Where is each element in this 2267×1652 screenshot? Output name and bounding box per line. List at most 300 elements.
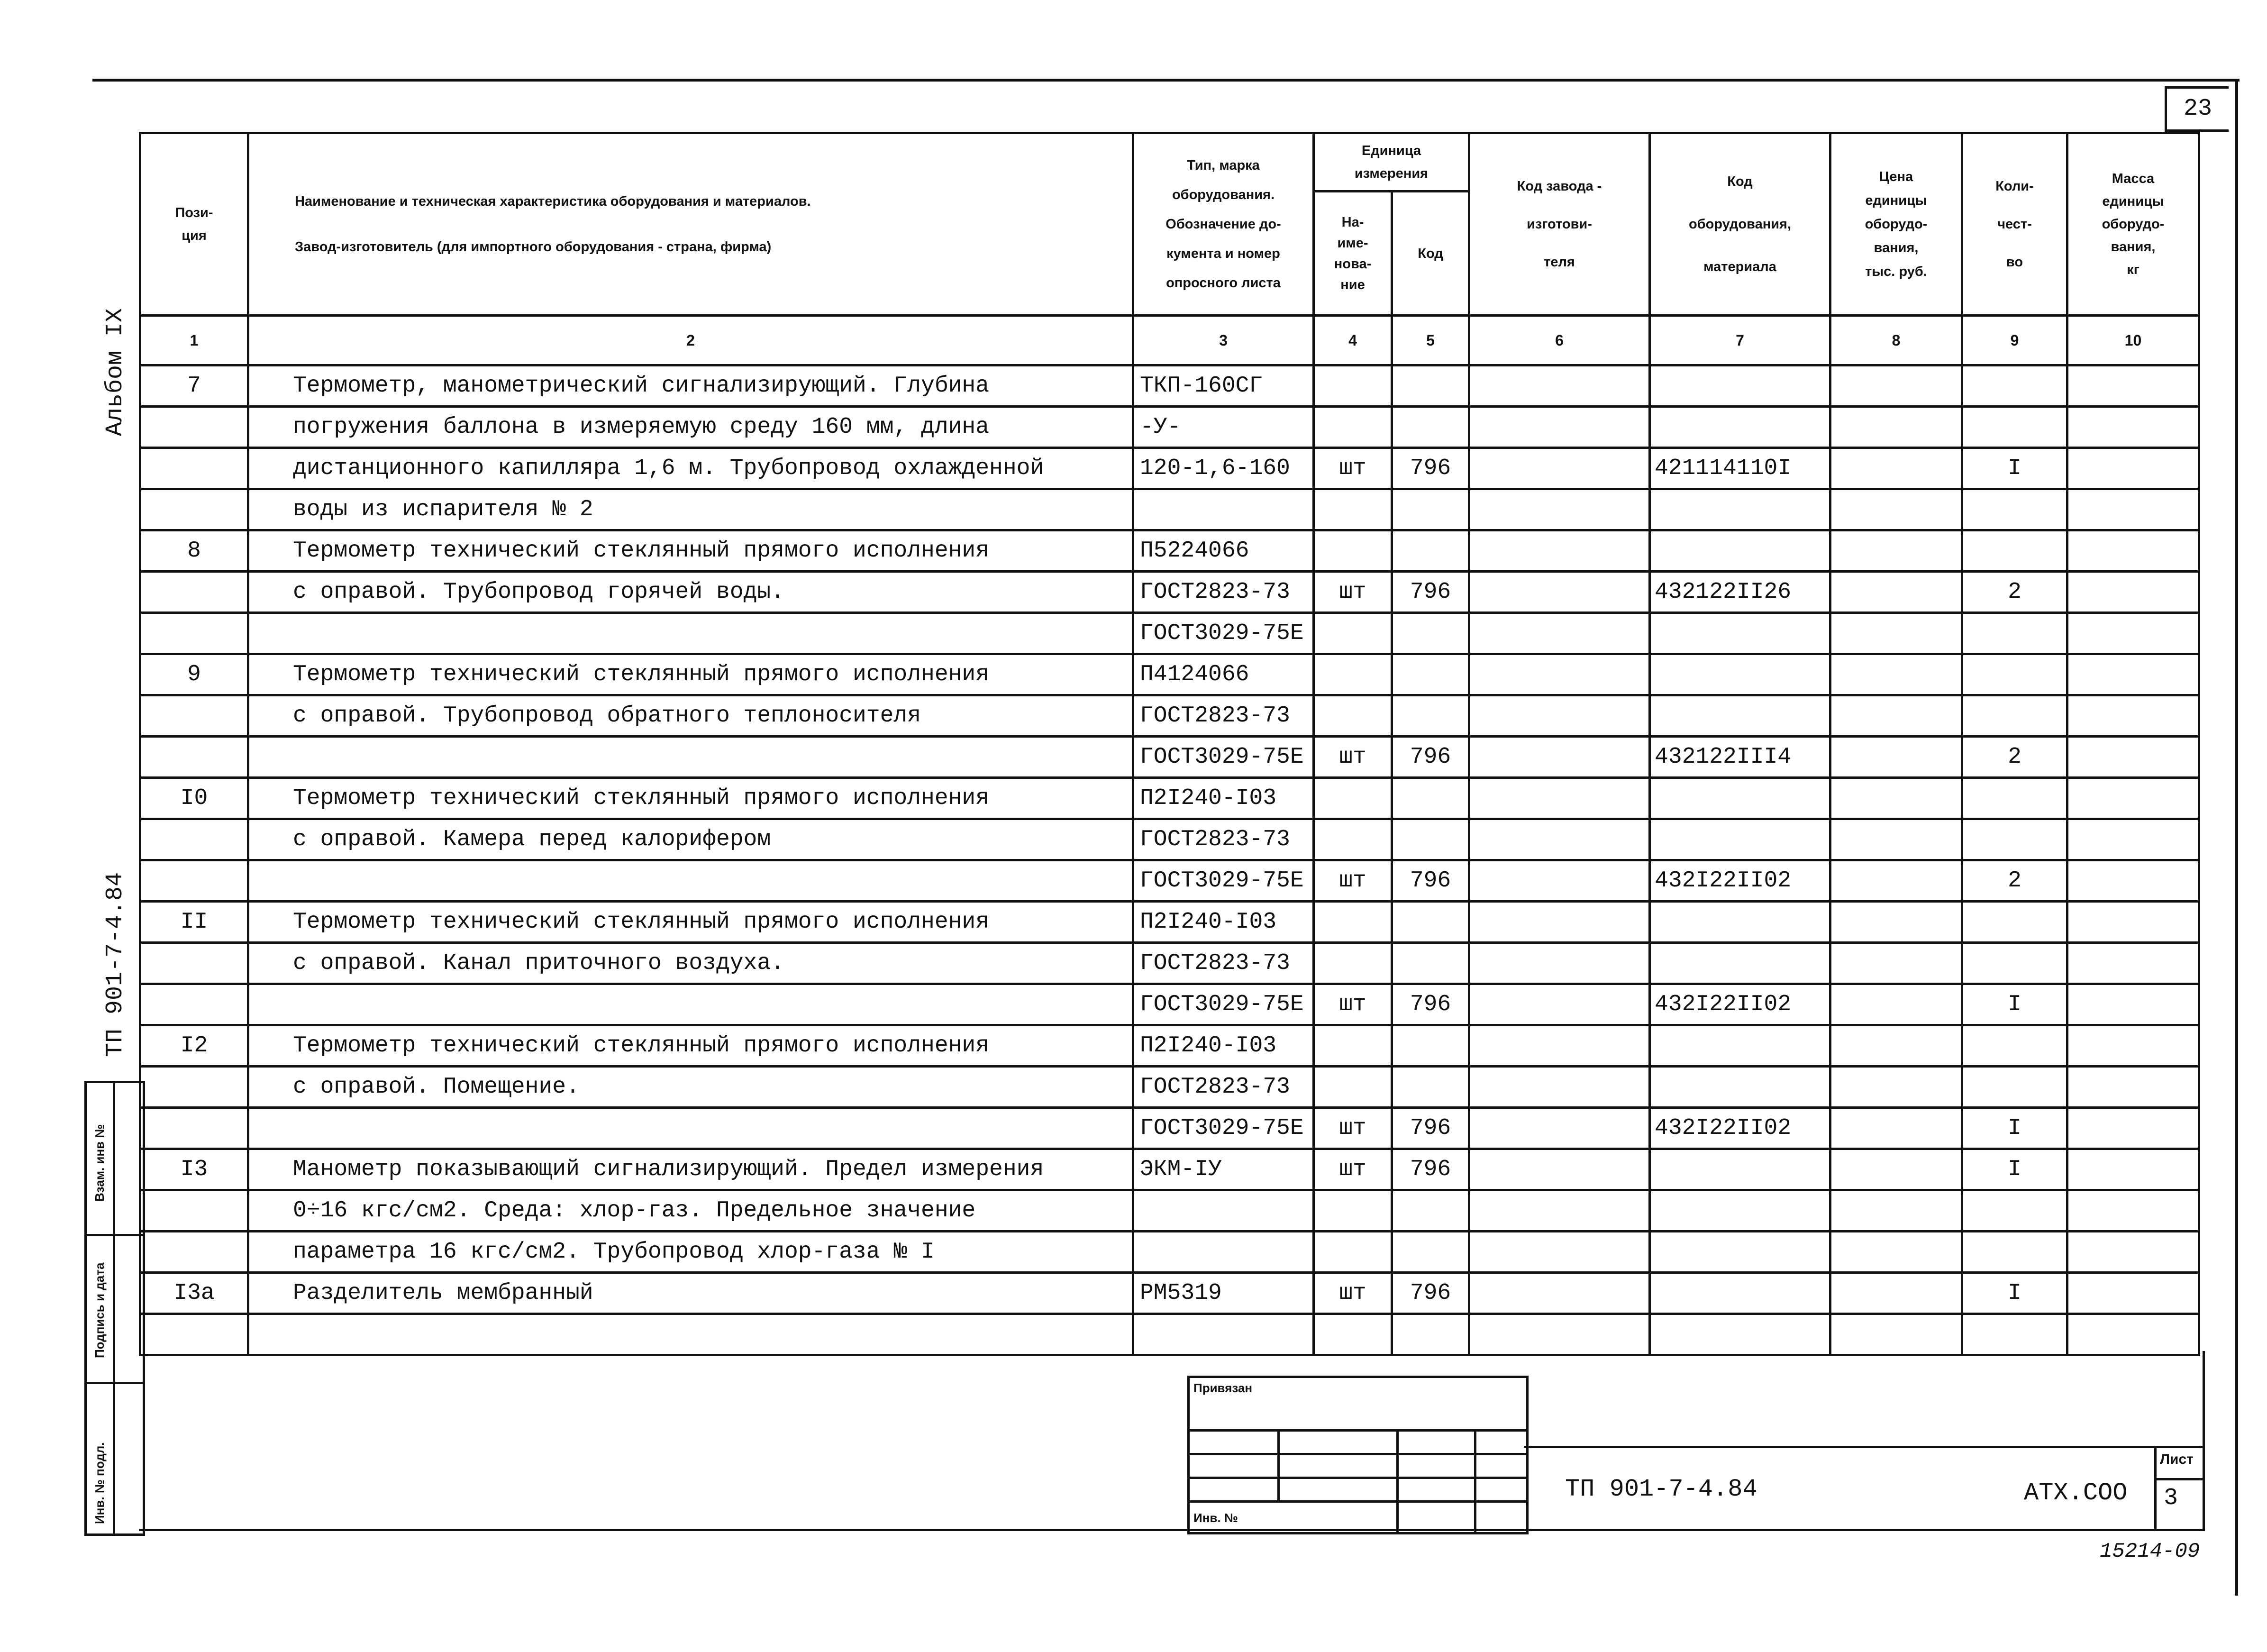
cell-type-mark: ГОСТ3029-75Е (1133, 737, 1314, 778)
cell-unit-name (1314, 1314, 1392, 1355)
cell-position (140, 1314, 248, 1355)
col-number: 2 (248, 316, 1133, 365)
table-row (140, 530, 2199, 572)
col-number: 5 (1392, 316, 1469, 365)
cell-type-mark: ГОСТ2823-73 (1133, 943, 1314, 984)
cell-description: с оправой. Трубопровод обратного теплоносителя (248, 695, 1133, 737)
cell-description: Термометр технический стеклянный прямого исполнения (248, 1025, 1133, 1067)
cell-unit-price (1830, 448, 1962, 489)
cell-description: Манометр показывающий сигнализирующий. Предел измерения (248, 1149, 1133, 1190)
cell-position (140, 1067, 248, 1108)
cell-description: Термометр технический стеклянный прямого исполнения (248, 778, 1133, 819)
cell-unit-price (1830, 1314, 1962, 1355)
album-label: Альбом IX (102, 308, 129, 436)
cell-position (140, 943, 248, 984)
cell-position (140, 448, 248, 489)
cell-type-mark: ГОСТ3029-75Е (1133, 1108, 1314, 1149)
cell-unit-code: 796 (1392, 572, 1469, 613)
cell-position (140, 572, 248, 613)
project-code-side: ТП 901-7-4.84 (102, 872, 129, 1057)
cell-plant-code (1469, 819, 1650, 860)
cell-plant-code (1469, 654, 1650, 695)
cell-unit-mass (2067, 407, 2199, 448)
cell-quantity (1962, 943, 2067, 984)
cell-description: Термометр технический стеклянный прямого исполнения (248, 902, 1133, 943)
cell-quantity: 2 (1962, 860, 2067, 902)
cell-position (140, 984, 248, 1025)
cell-equipment-code (1650, 365, 1830, 407)
cell-position: I2 (140, 1025, 248, 1067)
stamp-label-signature-date: Подпись и дата (92, 1262, 107, 1358)
cell-unit-mass (2067, 695, 2199, 737)
cell-unit-code: 796 (1392, 984, 1469, 1025)
cell-unit-name (1314, 778, 1392, 819)
cell-unit-name: шт (1314, 860, 1392, 902)
cell-unit-name: шт (1314, 1273, 1392, 1314)
cell-description (248, 613, 1133, 654)
cell-equipment-code (1650, 530, 1830, 572)
table-row (140, 407, 2199, 448)
cell-description: дистанционного капилляра 1,6 м. Трубопровод охлажденной (248, 448, 1133, 489)
table-row (140, 1149, 2199, 1190)
cell-unit-mass (2067, 1149, 2199, 1190)
cell-unit-name (1314, 407, 1392, 448)
cell-unit-mass (2067, 737, 2199, 778)
cell-equipment-code (1650, 1232, 1830, 1273)
header-unit-name: На- име- нова- ние (1314, 192, 1392, 316)
cell-unit-price (1830, 902, 1962, 943)
table-row (140, 984, 2199, 1025)
cell-quantity (1962, 1067, 2067, 1108)
cell-equipment-code (1650, 489, 1830, 530)
cell-unit-mass (2067, 778, 2199, 819)
cell-unit-mass (2067, 1025, 2199, 1067)
cell-plant-code (1469, 984, 1650, 1025)
cell-quantity (1962, 1025, 2067, 1067)
cell-unit-code (1392, 613, 1469, 654)
cell-type-mark: ГОСТ3029-75Е (1133, 613, 1314, 654)
table-row (140, 819, 2199, 860)
cell-plant-code (1469, 613, 1650, 654)
cell-unit-price (1830, 819, 1962, 860)
cell-unit-code (1392, 902, 1469, 943)
cell-unit-code (1392, 778, 1469, 819)
cell-equipment-code: 432I22II02 (1650, 984, 1830, 1025)
cell-position (140, 489, 248, 530)
cell-plant-code (1469, 778, 1650, 819)
cell-unit-mass (2067, 448, 2199, 489)
cell-position: I3 (140, 1149, 248, 1190)
header-quantity: Коли- чест- во (1962, 133, 2067, 316)
cell-unit-name: шт (1314, 572, 1392, 613)
top-border-line (92, 79, 2240, 82)
cell-unit-code (1392, 1232, 1469, 1273)
cell-unit-code (1392, 654, 1469, 695)
cell-unit-mass (2067, 1314, 2199, 1355)
cell-type-mark: П4124066 (1133, 654, 1314, 695)
cell-quantity (1962, 902, 2067, 943)
cell-description: с оправой. Трубопровод горячей воды. (248, 572, 1133, 613)
cell-quantity: I (1962, 1149, 2067, 1190)
cell-unit-price (1830, 530, 1962, 572)
table-row (140, 489, 2199, 530)
cell-unit-price (1830, 365, 1962, 407)
cell-unit-code (1392, 1067, 1469, 1108)
inventory-number-label: Инв. № (1193, 1511, 1238, 1525)
table-row (140, 695, 2199, 737)
header-unit: Единица измерения (1314, 133, 1469, 192)
cell-type-mark: ГОСТ3029-75Е (1133, 860, 1314, 902)
table-row (140, 1108, 2199, 1149)
table-row (140, 1314, 2199, 1355)
cell-plant-code (1469, 860, 1650, 902)
cell-unit-name (1314, 1025, 1392, 1067)
col-number: 6 (1469, 316, 1650, 365)
cell-equipment-code: 432I22II02 (1650, 860, 1830, 902)
table-row (140, 613, 2199, 654)
binding-label: Привязан (1193, 1381, 1253, 1395)
cell-position: 8 (140, 530, 248, 572)
cell-unit-mass (2067, 365, 2199, 407)
cell-type-mark: РМ5319 (1133, 1273, 1314, 1314)
cell-plant-code (1469, 1025, 1650, 1067)
cell-plant-code (1469, 365, 1650, 407)
cell-unit-price (1830, 1190, 1962, 1232)
equipment-spec-table (139, 132, 2200, 1356)
col-number: 8 (1830, 316, 1962, 365)
cell-unit-mass (2067, 613, 2199, 654)
document-mark: АТХ.СОО (2024, 1479, 2128, 1507)
cell-unit-name (1314, 489, 1392, 530)
col-number: 3 (1133, 316, 1314, 365)
cell-unit-price (1830, 489, 1962, 530)
col-number: 9 (1962, 316, 2067, 365)
cell-description: Термометр, манометрический сигнализирующий. Глубина (248, 365, 1133, 407)
cell-unit-price (1830, 1067, 1962, 1108)
archive-stamp-code: 15214-09 (2100, 1540, 2200, 1563)
cell-description: погружения баллона в измеряемую среду 160 мм, длина (248, 407, 1133, 448)
cell-unit-mass (2067, 654, 2199, 695)
cell-quantity (1962, 613, 2067, 654)
cell-unit-code: 796 (1392, 860, 1469, 902)
cell-plant-code (1469, 1314, 1650, 1355)
cell-plant-code (1469, 695, 1650, 737)
cell-plant-code (1469, 1149, 1650, 1190)
cell-position (140, 407, 248, 448)
cell-unit-mass (2067, 819, 2199, 860)
cell-unit-price (1830, 984, 1962, 1025)
page-number: 23 (2165, 86, 2229, 132)
table-row (140, 902, 2199, 943)
cell-unit-code (1392, 819, 1469, 860)
cell-equipment-code (1650, 1190, 1830, 1232)
col-number: 4 (1314, 316, 1392, 365)
cell-unit-name (1314, 530, 1392, 572)
cell-unit-price (1830, 943, 1962, 984)
cell-unit-price (1830, 737, 1962, 778)
cell-position (140, 1190, 248, 1232)
cell-position: II (140, 902, 248, 943)
col-number: 10 (2067, 316, 2199, 365)
cell-quantity (1962, 407, 2067, 448)
cell-quantity: I (1962, 1273, 2067, 1314)
table-row (140, 943, 2199, 984)
cell-unit-mass (2067, 572, 2199, 613)
cell-unit-code: 796 (1392, 448, 1469, 489)
cell-equipment-code (1650, 1314, 1830, 1355)
cell-type-mark: -У- (1133, 407, 1314, 448)
cell-unit-mass (2067, 530, 2199, 572)
cell-plant-code (1469, 489, 1650, 530)
cell-type-mark: ГОСТ2823-73 (1133, 819, 1314, 860)
cell-plant-code (1469, 902, 1650, 943)
table-row (140, 572, 2199, 613)
cell-type-mark: ЭКМ-IУ (1133, 1149, 1314, 1190)
cell-equipment-code (1650, 943, 1830, 984)
cell-unit-price (1830, 1232, 1962, 1273)
cell-position: I3а (140, 1273, 248, 1314)
cell-quantity (1962, 654, 2067, 695)
table-row (140, 654, 2199, 695)
cell-quantity (1962, 695, 2067, 737)
cell-plant-code (1469, 943, 1650, 984)
cell-unit-name (1314, 365, 1392, 407)
cell-unit-price (1830, 613, 1962, 654)
right-border-line (2235, 79, 2238, 1596)
table-row (140, 1273, 2199, 1314)
cell-description: Термометр технический стеклянный прямого исполнения (248, 530, 1133, 572)
cell-type-mark (1133, 1190, 1314, 1232)
cell-description (248, 1108, 1133, 1149)
cell-quantity (1962, 778, 2067, 819)
cell-type-mark: ГОСТ2823-73 (1133, 572, 1314, 613)
cell-position: 9 (140, 654, 248, 695)
cell-type-mark: 120-1,6-160 (1133, 448, 1314, 489)
cell-unit-code (1392, 695, 1469, 737)
cell-unit-mass (2067, 860, 2199, 902)
cell-type-mark: П2I240-I03 (1133, 902, 1314, 943)
cell-unit-name: шт (1314, 984, 1392, 1025)
cell-description (248, 1314, 1133, 1355)
cell-plant-code (1469, 530, 1650, 572)
cell-equipment-code (1650, 1273, 1830, 1314)
cell-description (248, 860, 1133, 902)
table-row (140, 365, 2199, 407)
table-row (140, 1232, 2199, 1273)
cell-unit-code (1392, 365, 1469, 407)
sheet-number: 3 (2164, 1485, 2178, 1512)
cell-description (248, 984, 1133, 1025)
cell-quantity (1962, 819, 2067, 860)
cell-position: I0 (140, 778, 248, 819)
cell-type-mark: ГОСТ3029-75Е (1133, 984, 1314, 1025)
cell-plant-code (1469, 407, 1650, 448)
cell-unit-mass (2067, 984, 2199, 1025)
cell-unit-name (1314, 943, 1392, 984)
header-mass: Масса единицы оборудо- вания, кг (2067, 133, 2199, 316)
cell-unit-price (1830, 1025, 1962, 1067)
cell-description: параметра 16 кгс/см2. Трубопровод хлор-газа № I (248, 1232, 1133, 1273)
cell-description: с оправой. Канал приточного воздуха. (248, 943, 1133, 984)
cell-quantity: I (1962, 984, 2067, 1025)
col-number: 7 (1650, 316, 1830, 365)
cell-quantity (1962, 365, 2067, 407)
stamp-label-replace-inv: Взам. инв № (92, 1124, 107, 1202)
cell-quantity: I (1962, 1108, 2067, 1149)
cell-quantity: 2 (1962, 572, 2067, 613)
cell-unit-mass (2067, 1067, 2199, 1108)
cell-equipment-code (1650, 654, 1830, 695)
cell-type-mark (1133, 1314, 1314, 1355)
cell-type-mark (1133, 489, 1314, 530)
table-row (140, 1025, 2199, 1067)
table-row (140, 1190, 2199, 1232)
cell-quantity (1962, 1314, 2067, 1355)
cell-plant-code (1469, 1108, 1650, 1149)
cell-description: Разделитель мембранный (248, 1273, 1133, 1314)
cell-plant-code (1469, 448, 1650, 489)
header-name: Наименование и техническая характеристика оборудования и материалов. Завод-изготовитель (для импортного оборудования - страна, фирма) (248, 133, 1133, 316)
cell-unit-name (1314, 654, 1392, 695)
table-row (140, 778, 2199, 819)
header-position: Пози- ция (140, 133, 248, 316)
cell-unit-price (1830, 695, 1962, 737)
cell-unit-code: 796 (1392, 737, 1469, 778)
cell-position (140, 695, 248, 737)
cell-description: с оправой. Помещение. (248, 1067, 1133, 1108)
table-row (140, 448, 2199, 489)
cell-description (248, 737, 1133, 778)
cell-unit-code (1392, 1025, 1469, 1067)
cell-plant-code (1469, 737, 1650, 778)
cell-unit-code (1392, 489, 1469, 530)
cell-unit-name (1314, 1232, 1392, 1273)
cell-description: с оправой. Камера перед калорифером (248, 819, 1133, 860)
sheet-label: Лист (2160, 1451, 2194, 1467)
cell-unit-mass (2067, 489, 2199, 530)
cell-unit-price (1830, 1108, 1962, 1149)
cell-unit-name: шт (1314, 737, 1392, 778)
cell-unit-name (1314, 902, 1392, 943)
cell-unit-name: шт (1314, 1149, 1392, 1190)
table-row (140, 860, 2199, 902)
cell-equipment-code (1650, 1067, 1830, 1108)
cell-plant-code (1469, 572, 1650, 613)
header-unit-code: Код (1392, 192, 1469, 316)
cell-position (140, 737, 248, 778)
cell-quantity (1962, 1190, 2067, 1232)
cell-position (140, 1232, 248, 1273)
cell-equipment-code: 432122II26 (1650, 572, 1830, 613)
cell-unit-name (1314, 819, 1392, 860)
cell-type-mark: П2I240-I03 (1133, 778, 1314, 819)
cell-description: воды из испарителя № 2 (248, 489, 1133, 530)
cell-unit-price (1830, 778, 1962, 819)
cell-unit-mass (2067, 902, 2199, 943)
header-equipment-code: Код оборудования, материала (1650, 133, 1830, 316)
approval-stamp-strip (84, 1081, 145, 1536)
cell-unit-code (1392, 407, 1469, 448)
cell-quantity (1962, 1232, 2067, 1273)
cell-unit-price (1830, 572, 1962, 613)
cell-unit-code (1392, 1314, 1469, 1355)
cell-unit-code (1392, 530, 1469, 572)
cell-unit-name: шт (1314, 448, 1392, 489)
cell-position (140, 1108, 248, 1149)
cell-plant-code (1469, 1273, 1650, 1314)
table-row (140, 737, 2199, 778)
cell-unit-code: 796 (1392, 1108, 1469, 1149)
cell-unit-name (1314, 695, 1392, 737)
cell-unit-name (1314, 1190, 1392, 1232)
cell-position: 7 (140, 365, 248, 407)
cell-unit-mass (2067, 1190, 2199, 1232)
cell-equipment-code (1650, 778, 1830, 819)
cell-description: Термометр технический стеклянный прямого исполнения (248, 654, 1133, 695)
document-code: ТП 901-7-4.84 (1565, 1475, 1757, 1503)
cell-equipment-code: 421114110I (1650, 448, 1830, 489)
cell-unit-code: 796 (1392, 1149, 1469, 1190)
cell-type-mark (1133, 1232, 1314, 1273)
cell-unit-mass (2067, 943, 2199, 984)
cell-unit-code (1392, 1190, 1469, 1232)
cell-type-mark: ТКП-160СГ (1133, 365, 1314, 407)
cell-description: 0÷16 кгс/см2. Среда: хлор-газ. Предельное значение (248, 1190, 1133, 1232)
cell-unit-name: шт (1314, 1108, 1392, 1149)
cell-equipment-code (1650, 1149, 1830, 1190)
header-price: Цена единицы оборудо- вания, тыс. руб. (1830, 133, 1962, 316)
cell-position (140, 819, 248, 860)
cell-unit-price (1830, 407, 1962, 448)
cell-equipment-code (1650, 407, 1830, 448)
col-number: 1 (140, 316, 248, 365)
cell-unit-mass (2067, 1108, 2199, 1149)
cell-unit-price (1830, 1149, 1962, 1190)
cell-unit-name (1314, 613, 1392, 654)
cell-unit-price (1830, 860, 1962, 902)
cell-unit-mass (2067, 1273, 2199, 1314)
cell-equipment-code (1650, 819, 1830, 860)
cell-equipment-code: 432122III4 (1650, 737, 1830, 778)
cell-equipment-code (1650, 902, 1830, 943)
cell-unit-code: 796 (1392, 1273, 1469, 1314)
cell-unit-mass (2067, 1232, 2199, 1273)
cell-unit-price (1830, 654, 1962, 695)
stamp-label-inv-original: Инв. № подл. (92, 1442, 107, 1524)
cell-unit-price (1830, 1273, 1962, 1314)
cell-equipment-code (1650, 613, 1830, 654)
cell-type-mark: П2I240-I03 (1133, 1025, 1314, 1067)
cell-unit-name (1314, 1067, 1392, 1108)
header-type: Тип, марка оборудования. Обозначение до- кумента и номер опросного листа (1133, 133, 1314, 316)
table-row (140, 1067, 2199, 1108)
cell-type-mark: ГОСТ2823-73 (1133, 695, 1314, 737)
binding-stamp-box (1187, 1376, 1529, 1534)
cell-quantity: 2 (1962, 737, 2067, 778)
cell-equipment-code (1650, 695, 1830, 737)
cell-quantity: I (1962, 448, 2067, 489)
cell-type-mark: ГОСТ2823-73 (1133, 1067, 1314, 1108)
cell-equipment-code: 432I22II02 (1650, 1108, 1830, 1149)
header-plant-code: Код завода - изготови- теля (1469, 133, 1650, 316)
cell-quantity (1962, 489, 2067, 530)
cell-position (140, 613, 248, 654)
cell-plant-code (1469, 1067, 1650, 1108)
cell-type-mark: П5224066 (1133, 530, 1314, 572)
cell-plant-code (1469, 1190, 1650, 1232)
cell-quantity (1962, 530, 2067, 572)
cell-plant-code (1469, 1232, 1650, 1273)
